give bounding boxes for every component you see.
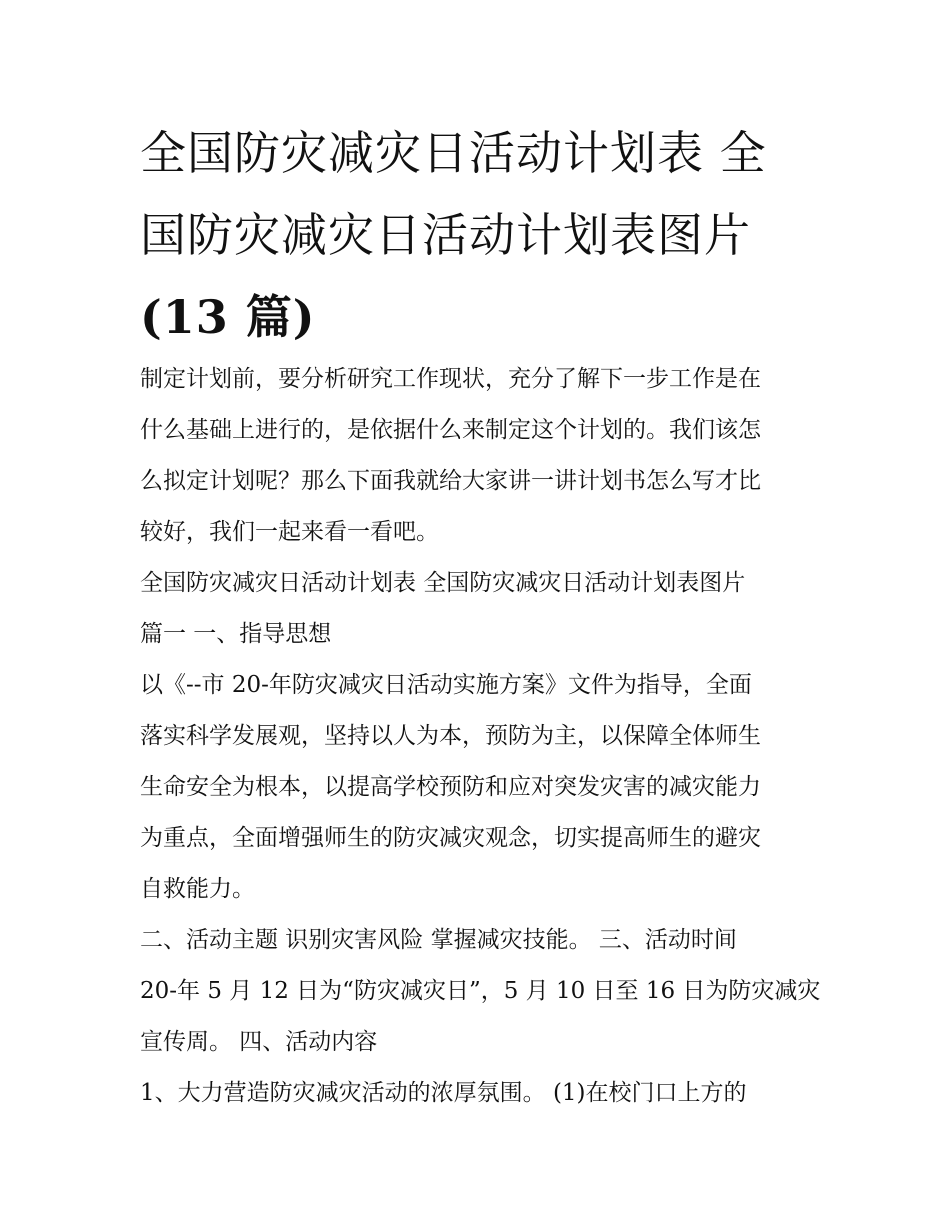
body-line: 20-年 5 月 12 日为“防灾减灾日”，5 月 10 日至 16 日为防灾减灾 xyxy=(140,978,821,1004)
body-line: 宣传周。 四、活动内容 xyxy=(140,1029,378,1055)
body-line: 以《--市 20-年防灾减灾日活动实施方案》文件为指导，全面 xyxy=(140,672,752,698)
title-line-3: (13 篇) xyxy=(140,290,316,344)
body-line: 1、大力营造防灾减灾活动的浓厚氛围。 (1)在校门口上方的 xyxy=(140,1080,747,1106)
body-line: 什么基础上进行的，是依据什么来制定这个计划的。我们该怎 xyxy=(140,417,761,443)
body-line: 二、活动主题 识别灾害风险 掌握减灾技能。 三、活动时间 xyxy=(140,927,737,953)
title-line-1: 全国防灾减灾日活动计划表 全 xyxy=(140,126,767,180)
body-line: 生命安全为根本，以提高学校预防和应对突发灾害的减灾能力 xyxy=(140,774,761,800)
document-title xyxy=(140,112,820,358)
body-line: 篇一 一、指导思想 xyxy=(140,621,332,647)
body-line: 落实科学发展观，坚持以人为本，预防为主，以保障全体师生 xyxy=(140,723,761,749)
body-line: 制定计划前，要分析研究工作现状，充分了解下一步工作是在 xyxy=(140,366,761,392)
title-line-2: 国防灾减灾日活动计划表图片 xyxy=(140,208,751,262)
body-line: 全国防灾减灾日活动计划表 全国防灾减灾日活动计划表图片 xyxy=(140,570,746,596)
body-line: 么拟定计划呢？那么下面我就给大家讲一讲计划书怎么写才比 xyxy=(140,468,761,494)
body-line: 为重点，全面增强师生的防灾减灾观念，切实提高师生的避灾 xyxy=(140,825,761,851)
body-line: 较好，我们一起来看一看吧。 xyxy=(140,519,439,545)
document-body xyxy=(140,354,830,1119)
body-line: 自救能力。 xyxy=(140,876,255,902)
